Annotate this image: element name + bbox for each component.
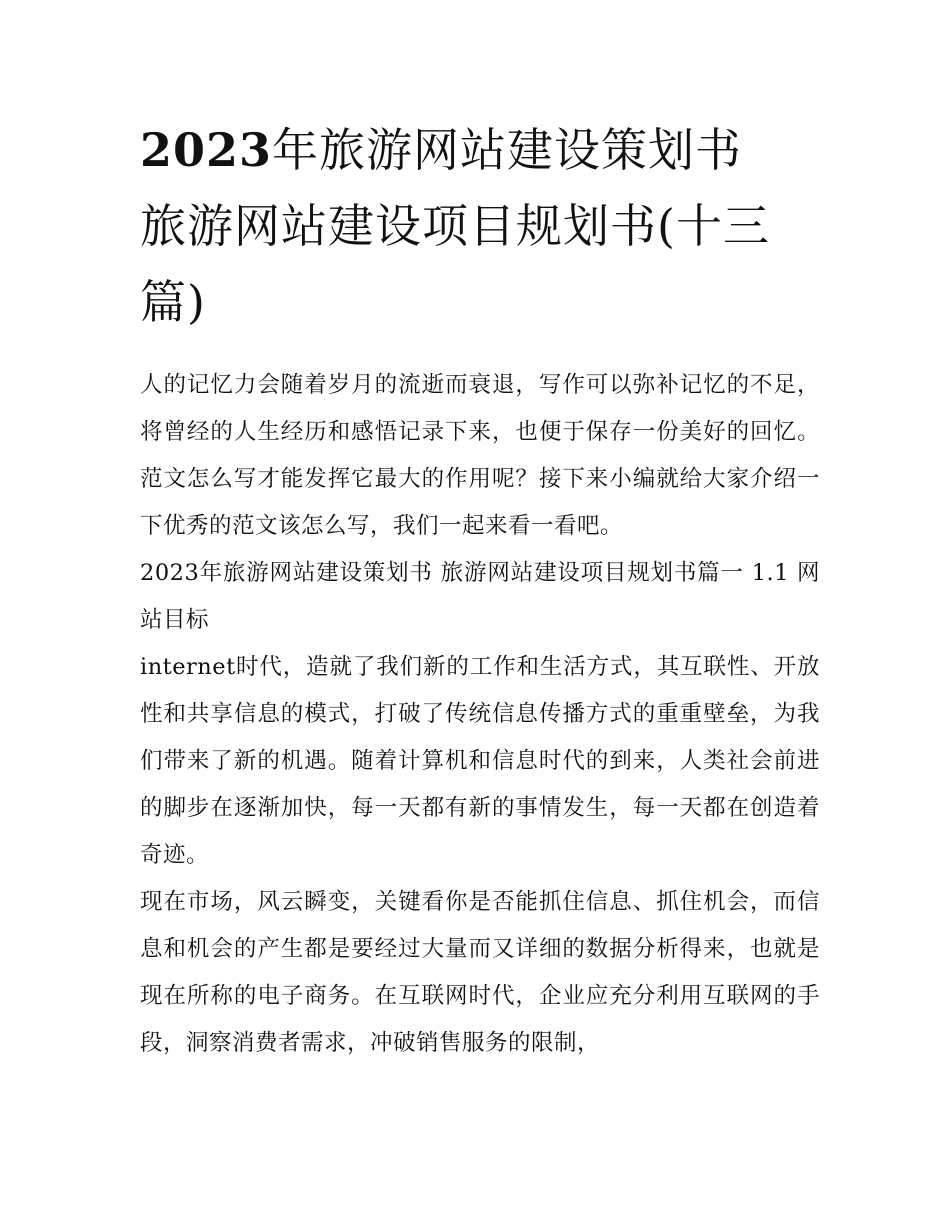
intro-paragraph: 人的记忆力会随着岁月的流逝而衰退，写作可以弥补记忆的不足，将曾经的人生经历和感悟记录下来，也便于保存一份美好的回忆。范文怎么写才能发挥它最大的作用呢？接下来小编就给大家介绍一下优秀的范文该怎么写，我们一起来看一看吧。 <box>140 372 820 539</box>
title-text: 年旅游网站建设策划书 旅游网站建设项目规划书(十三篇) <box>140 123 770 329</box>
market-paragraph: 现在市场，风云瞬变，关键看你是否能抓住信息、抓住机会，而信息和机会的产生都是要经过大量而又详细的数据分析得来，也就是现在所称的电子商务。在互联网时代，企业应充分利用互联网的手段，洞察消费者需求，冲破销售服务的限制， <box>140 889 820 1056</box>
document-body <box>140 362 820 1067</box>
document-title <box>140 112 820 340</box>
internet-era-paragraph: internet时代，造就了我们新的工作和生活方式，其互联性、开放性和共享信息的模式，打破了传统信息传播方式的重重壁垒，为我们带来了新的机遇。随着计算机和信息时代的到来，人类社会前进的脚步在逐渐加快，每一天都有新的事情发生，每一天都在创造着奇迹。 <box>140 654 820 868</box>
section-heading-paragraph: 2023年旅游网站建设策划书 旅游网站建设项目规划书篇一 1.1 网站目标 <box>140 560 820 633</box>
document-page <box>140 112 820 1067</box>
title-year: 2023 <box>140 123 273 177</box>
